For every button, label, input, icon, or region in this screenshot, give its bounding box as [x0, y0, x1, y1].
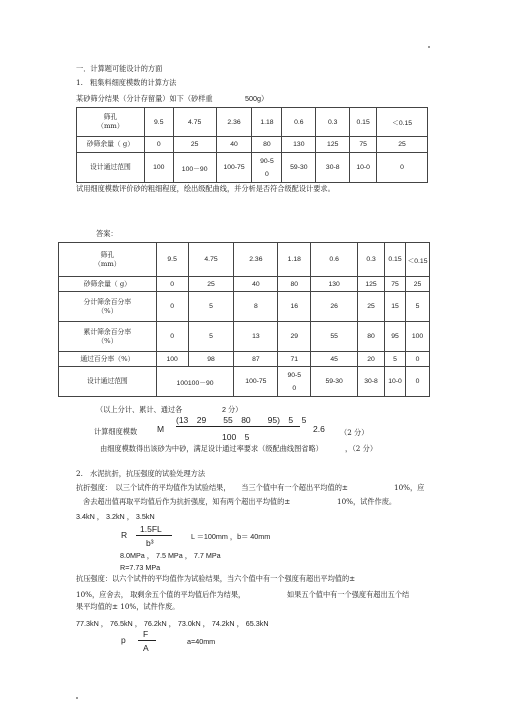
sieve-size: 0.3: [316, 108, 350, 137]
flex-results: 8.0MPa ， 7.5 MPa ， 7.7 MPa: [120, 551, 221, 560]
table-cell: 10-0: [385, 367, 406, 397]
table-cell: 13: [234, 322, 278, 352]
formula-p: p: [121, 635, 126, 645]
sieve-size: 1.18: [278, 243, 311, 277]
question-text: 试用细度模数评价砂的粗细程度，绘出级配曲线，并分析是否符合级配设计要求。: [76, 184, 335, 193]
header-label: 筛孔: [100, 250, 115, 259]
table-cell: 87: [234, 352, 278, 367]
sieve-size: ＜0.15: [377, 108, 428, 137]
table-cell: 130: [311, 277, 358, 292]
comp-rule-line3: 果平均值的± 10%，试件作废。: [76, 602, 180, 611]
comp-rule-line1: 抗压强度：以六个试件的平均值作为试验结果，当六个值中有一个强度有超出平均值的±: [76, 574, 356, 583]
fm-result: 2.6: [313, 424, 325, 434]
sieve-size: 4.75: [173, 108, 216, 137]
sieve-size: 0.6: [282, 108, 316, 137]
table-cell: 100: [156, 352, 188, 367]
table-cell: 80: [278, 277, 311, 292]
table-cell: 8: [234, 292, 278, 322]
table-cell: 100-75: [216, 153, 252, 183]
row-label-line: 分计筛余百分率: [83, 297, 132, 306]
table-cell: 40: [216, 137, 252, 153]
table-cell: 95: [385, 322, 406, 352]
table-cell: 0: [156, 277, 188, 292]
table-cell: 29: [278, 322, 311, 352]
table-cell: 0: [405, 367, 429, 397]
table-cell: 100: [405, 322, 429, 352]
sieve-size: 9.5: [144, 108, 173, 137]
formula-pa-fraction-line: [138, 640, 156, 641]
table-cell: 98: [188, 352, 234, 367]
table-cell: 0: [156, 292, 188, 322]
row-label-unit: （%）: [97, 336, 118, 345]
table-cell: 100100－90: [156, 367, 234, 397]
comp-rule-line2-end: 如果五个值中有一个强度有超出五个结: [287, 590, 410, 599]
formula-A: A: [143, 643, 149, 653]
header-unit: （mm）: [97, 122, 124, 130]
sieve-size: ＜0.15: [405, 243, 429, 277]
flex-rule-line2-end: 10%，试件作废。: [337, 497, 397, 506]
row-label: [59, 322, 157, 352]
sieve-size: 0.3: [358, 243, 385, 277]
table-cell: 90-5 0: [252, 153, 282, 183]
table-cell: 25: [358, 292, 385, 322]
sieve-size: 0.6: [311, 243, 358, 277]
conclusion-score: ，（2 分）: [345, 444, 378, 453]
table-cell: 55: [311, 322, 358, 352]
row-label-unit: （%）: [97, 306, 118, 315]
table-cell: 125: [316, 137, 350, 153]
table-cell: 75: [350, 137, 377, 153]
table-cell: 100: [144, 153, 173, 183]
section2-title: 2. 水泥抗折，抗压强度的试验处理方法: [76, 469, 206, 478]
row-label: 设计通过范围: [59, 367, 157, 397]
fm-label: 计算细度模数: [94, 427, 138, 436]
comp-rule-line2: 10%，应舍去， 取剩余五个值的平均值后作为结果，: [76, 590, 246, 599]
sieve-size: 4.75: [188, 243, 234, 277]
fm-numerator: (13 29 55 80 95) 5 5: [176, 415, 307, 425]
flex-average: R=7.73 MPa: [120, 563, 161, 572]
page-corner-mark: [428, 46, 430, 48]
flex-rule-line1: 抗折强度： 以三个试件的平均值作为试验结果， 当三个值中有一个超出平均值的±: [76, 483, 348, 492]
row-label: 通过百分率（%）: [59, 352, 157, 367]
table-cell: 26: [311, 292, 358, 322]
row-label: 设计通过范围: [77, 153, 145, 183]
sieve-size: 9.5: [156, 243, 188, 277]
points-note: （以上分计、累计、通过各: [96, 405, 183, 414]
header-label: 筛孔: [103, 113, 118, 121]
table-cell: 45: [311, 352, 358, 367]
header-unit: （mm）: [94, 259, 121, 268]
table-cell: 59-30: [282, 153, 316, 183]
table-cell: 71: [278, 352, 311, 367]
formula-R: R: [121, 530, 128, 540]
table-cell: 100－90: [173, 153, 216, 183]
table-cell: 15: [385, 292, 406, 322]
table-cell: 5: [188, 322, 234, 352]
table-cell: 0: [377, 153, 428, 183]
fm-symbol: M: [157, 424, 165, 434]
formula-fraction-line: [136, 535, 172, 536]
sieve-size: 0.15: [385, 243, 406, 277]
row-label: 砂筛余量（ g）: [59, 277, 157, 292]
formula-numerator: 1.5FL: [140, 524, 162, 534]
table-cell: 30-8: [358, 367, 385, 397]
formula-denominator: b³: [146, 538, 154, 548]
fm-score: （2 分）: [340, 428, 369, 437]
table-cell: 0: [405, 352, 429, 367]
sieve-table-2: [58, 242, 430, 397]
flex-rule-line2: 舍去超出值再取平均值后作为抗折强度，知有两个超出平均值的±: [83, 497, 291, 506]
formula-a: a=40mm: [187, 637, 216, 646]
row-label: 砂筛余量（ g）: [77, 137, 145, 153]
table-cell: 80: [358, 322, 385, 352]
table-cell: 10-0: [350, 153, 377, 183]
formula-F: F: [143, 629, 149, 639]
sieve-size: 0.15: [350, 108, 377, 137]
sieve-intro: 某砂筛分结果（分计存留量）如下（砂样重: [76, 94, 213, 103]
table-cell: 5: [188, 292, 234, 322]
row-label: [59, 292, 157, 322]
answer-label: 答案：: [96, 229, 118, 238]
table-cell: 59-30: [311, 367, 358, 397]
table-cell: 5: [385, 352, 406, 367]
fm-denominator: 100 5: [222, 432, 250, 442]
sieve-size: 1.18: [252, 108, 282, 137]
sieve-table-1: [76, 107, 428, 183]
table-cell: 25: [173, 137, 216, 153]
page-corner-mark: [76, 697, 78, 699]
sieve-header-cell: [77, 108, 145, 137]
sieve-header-cell: [59, 243, 157, 277]
fm-fraction-line: [176, 426, 300, 427]
table-cell: 0: [144, 137, 173, 153]
table-cell: 75: [385, 277, 406, 292]
flex-rule-line1-end: 10%，应: [394, 483, 425, 492]
table-cell: 25: [405, 277, 429, 292]
table-cell: 30-8: [316, 153, 350, 183]
table-cell: 5: [405, 292, 429, 322]
formula-params: L ＝100mm ，b＝ 40mm: [191, 532, 271, 541]
flex-loads: 3.4kN ， 3.2kN ， 3.5kN: [76, 512, 155, 521]
table-cell: 130: [282, 137, 316, 153]
table-cell: 40: [234, 277, 278, 292]
table-cell: 20: [358, 352, 385, 367]
table-cell: 90-5 0: [278, 367, 311, 397]
table-cell: 25: [377, 137, 428, 153]
comp-loads: 77.3kN ， 76.5kN ， 76.2kN ， 73.0kN ， 74.2kN ， 65.3kN: [76, 619, 269, 628]
row-label-line: 累计筛余百分率: [83, 327, 132, 336]
table-cell: 25: [188, 277, 234, 292]
conclusion-text: 由细度模数得出该砂为中砂，满足设计通过率要求（级配曲线图省略）: [100, 444, 323, 453]
table-cell: 0: [156, 322, 188, 352]
table-cell: 100-75: [234, 367, 278, 397]
section-heading: 一．计算题可能设计的方面: [76, 64, 163, 73]
sieve-size: 2.36: [234, 243, 278, 277]
sample-weight: 500g）: [245, 94, 269, 103]
points-note-score: 2 分）: [222, 405, 243, 414]
table-cell: 16: [278, 292, 311, 322]
item-title: 1. 粗集料细度模数的计算方法: [76, 78, 177, 87]
table-cell: 80: [252, 137, 282, 153]
table-cell: 125: [358, 277, 385, 292]
sieve-size: 2.36: [216, 108, 252, 137]
